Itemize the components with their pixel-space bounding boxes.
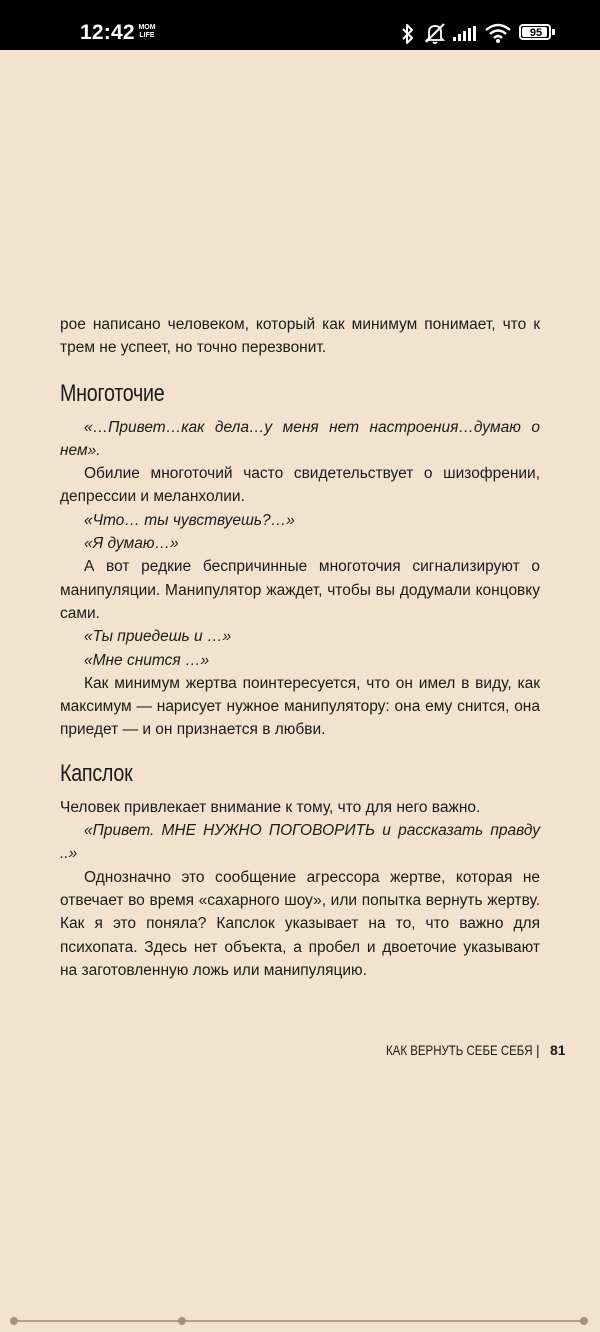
bell-off-icon xyxy=(424,22,446,44)
body-paragraph: Обилие многоточий часто свидетельствует о шизофрении, депрессии и меланхолии. xyxy=(60,465,540,506)
battery-fill xyxy=(522,27,547,37)
intro-paragraph: рое написано человеком, который как минимум понимает, что к трем не успеет, но точно перезвонит. xyxy=(60,316,540,357)
footer-separator: | xyxy=(536,1042,540,1058)
bluetooth-icon xyxy=(400,22,416,46)
quote-paragraph: «Привет. МНЕ НУЖНО ПОГОВОРИТЬ и рассказать правду ..» xyxy=(60,822,540,863)
progress-thumb[interactable] xyxy=(178,1317,186,1325)
reading-progress-bar[interactable] xyxy=(12,1320,586,1322)
quote-paragraph: «…Привет…как дела…у меня нет настроения…думаю о нем». xyxy=(60,418,540,459)
quote-paragraph: «Мне снится …» xyxy=(84,651,210,669)
body-paragraph: Человек привлекает внимание к тому, что для него важно. xyxy=(60,798,481,816)
section-heading-capslock: Капслок xyxy=(60,759,133,787)
quote-paragraph: «Что… ты чувствуешь?…» xyxy=(84,511,295,529)
section-heading-ellipsis: Многоточие xyxy=(60,379,165,407)
wifi-icon xyxy=(484,22,512,44)
quote-paragraph: «Я думаю…» xyxy=(84,535,179,553)
progress-start-dot xyxy=(10,1317,18,1325)
signal-icon xyxy=(452,26,478,42)
battery-icon xyxy=(519,24,551,40)
book-title: КАК ВЕРНУТЬ СЕБЕ СЕБЯ xyxy=(386,1042,533,1058)
page-footer xyxy=(386,1042,565,1058)
battery-nub xyxy=(552,29,555,35)
body-paragraph: Однозначно это сообщение агрессора жертве, которая не отвечает во время «сахарного шоу», или попытка вернуть жертву. Как я это поняла? Капслок указывает на то, что важно для психопата. Здесь нет объекта, а пробел и двоеточие указывают на заготовленную ложь или манипуляцию. xyxy=(60,868,540,979)
page-number: 81 xyxy=(550,1042,566,1058)
quote-paragraph: «Ты приедешь и …» xyxy=(84,628,232,646)
status-time: 12:42 xyxy=(80,21,135,44)
book-page[interactable] xyxy=(60,313,540,982)
body-paragraph: Как минимум жертва поинтересуется, что он имел в виду, как максимум — нарисует нужное манипулятору: она ему снится, она приедет — и он признается в любви. xyxy=(60,674,540,739)
status-bar xyxy=(0,0,600,50)
app-badge: MOM LIFE xyxy=(138,24,156,39)
battery-level: 95 xyxy=(529,27,543,39)
progress-end-dot xyxy=(580,1317,588,1325)
body-paragraph: А вот редкие беспричинные многоточия сигнализируют о манипуляции. Манипулятор жаждет, чтобы вы додумали концовку сами. xyxy=(60,558,540,622)
